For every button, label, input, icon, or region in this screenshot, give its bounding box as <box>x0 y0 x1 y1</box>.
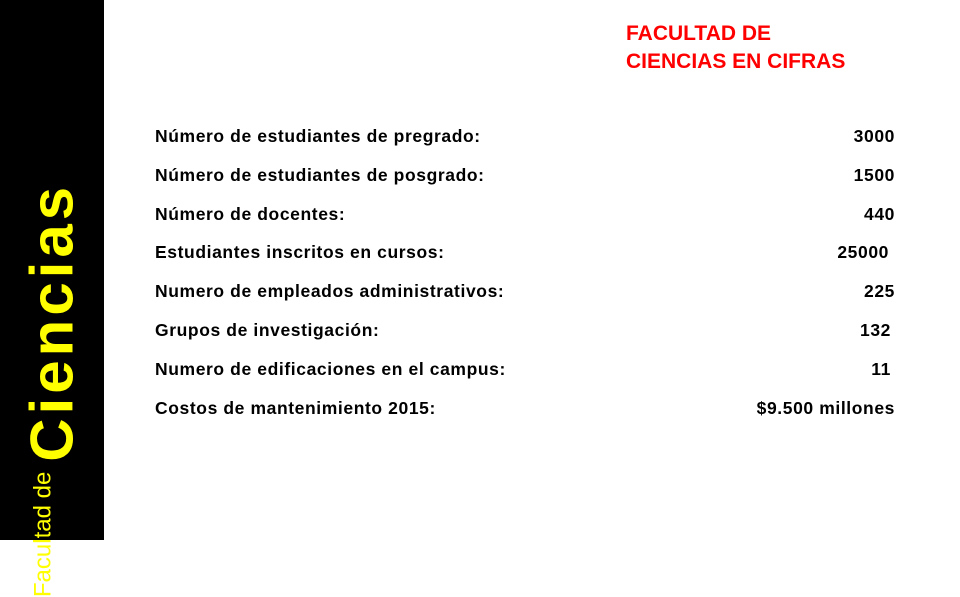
stat-value: 11 <box>871 358 891 379</box>
sidebar <box>0 0 104 597</box>
stat-label: Estudiantes inscritos en cursos: <box>155 242 445 263</box>
stat-value: 1500 <box>853 164 895 185</box>
stat-row <box>155 275 895 314</box>
stat-row <box>155 353 895 392</box>
stat-value: 225 <box>864 281 895 302</box>
stat-label: Grupos de investigación: <box>155 319 380 340</box>
page-title-line-1: FACULTAD DE <box>626 22 772 45</box>
stat-row <box>155 392 895 431</box>
stats-list <box>155 120 895 430</box>
sidebar-brand <box>18 183 87 597</box>
page-title <box>626 20 845 76</box>
sidebar-big-text: Ciencias <box>18 182 86 462</box>
stat-value: 25000 <box>837 242 889 263</box>
stat-label: Numero de edificaciones en el campus: <box>155 358 506 379</box>
stat-value: 132 <box>860 319 891 340</box>
stat-value: 3000 <box>853 126 895 146</box>
stat-label: Numero de empleados administrativos: <box>155 281 505 302</box>
stat-value: 440 <box>864 203 895 224</box>
stat-label: Número de estudiantes de pregrado: <box>155 126 481 146</box>
page-title-line-2: CIENCIAS EN CIFRAS <box>626 50 846 73</box>
stat-row <box>155 236 895 275</box>
stat-label: Número de estudiantes de posgrado: <box>155 164 485 185</box>
sidebar-small-text: Facultad de <box>29 471 57 597</box>
stat-label: Costos de mantenimiento 2015: <box>155 397 436 418</box>
stat-row <box>155 314 895 353</box>
stat-value: $9.500 millones <box>756 397 895 418</box>
stat-row <box>155 120 895 159</box>
stat-label: Número de docentes: <box>155 203 346 224</box>
stat-row <box>155 159 895 198</box>
stat-row <box>155 198 895 237</box>
